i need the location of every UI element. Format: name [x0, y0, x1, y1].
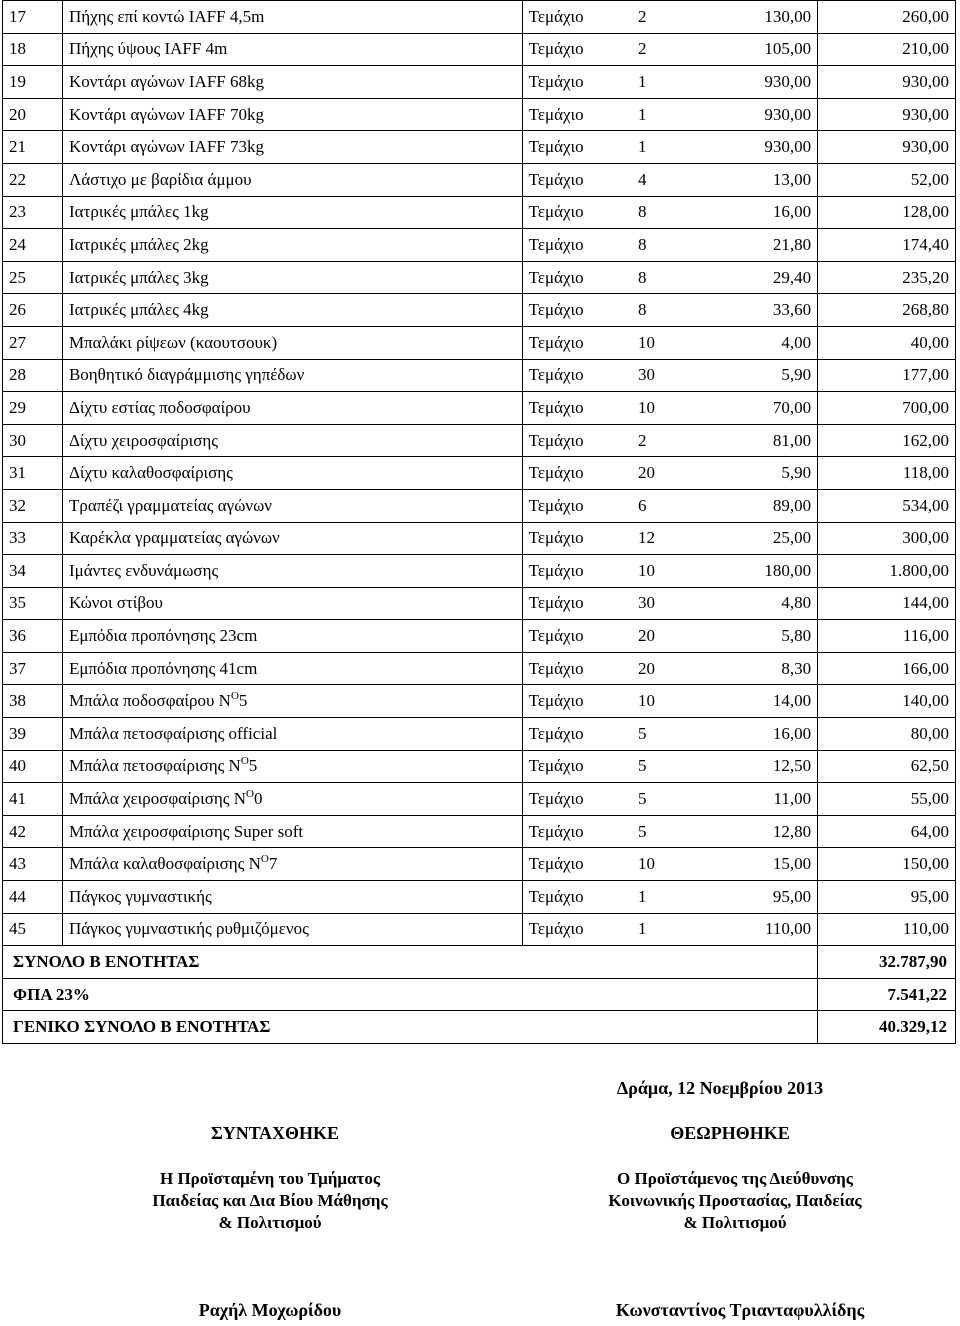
description-suffix: 7 [268, 854, 278, 874]
item-unit: Τεμάχιο [522, 261, 632, 294]
item-unit-price: 12,80 [695, 815, 818, 848]
item-description: Πήχης επί κοντώ IAFF 4,5m [62, 1, 522, 34]
item-quantity: 5 [632, 783, 695, 816]
item-number: 41 [3, 783, 63, 816]
item-description: Δίχτυ εστίας ποδοσφαίρου [62, 392, 522, 425]
item-quantity: 5 [632, 815, 695, 848]
item-description: Εμπόδια προπόνησης 23cm [62, 620, 522, 653]
item-quantity: 10 [632, 555, 695, 588]
item-total: 930,00 [818, 131, 956, 164]
total-label: ΓΕΝΙΚΟ ΣΥΝΟΛΟ Β ΕΝΟΤΗΤΑΣ [3, 1011, 818, 1044]
item-unit-price: 15,00 [695, 848, 818, 881]
left-title-line-1: Η Προϊσταμένη του Τμήματος [159, 1169, 381, 1188]
item-quantity: 1 [632, 881, 695, 914]
item-description: Κοντάρι αγώνων IAFF 68kg [62, 66, 522, 99]
item-description: Μπαλάκι ρίψεων (καουτσουκ) [62, 326, 522, 359]
item-number: 31 [3, 457, 63, 490]
item-description: Δίχτυ χειροσφαίρισης [62, 424, 522, 457]
item-total: 174,40 [818, 229, 956, 262]
item-unit-price: 14,00 [695, 685, 818, 718]
item-unit: Τεμάχιο [522, 98, 632, 131]
item-number: 20 [3, 98, 63, 131]
item-unit-price: 70,00 [695, 392, 818, 425]
table-row [3, 326, 956, 359]
item-description: Ιμάντες ενδυνάμωσης [62, 555, 522, 588]
total-value: 40.329,12 [818, 1011, 956, 1044]
item-total: 534,00 [818, 489, 956, 522]
item-quantity: 20 [632, 457, 695, 490]
item-quantity: 8 [632, 294, 695, 327]
table-row [3, 652, 956, 685]
item-quantity: 30 [632, 587, 695, 620]
table-row [3, 294, 956, 327]
table-row [3, 913, 956, 946]
item-total: 55,00 [818, 783, 956, 816]
item-unit-price: 4,80 [695, 587, 818, 620]
item-unit-price: 95,00 [695, 881, 818, 914]
item-unit: Τεμάχιο [522, 66, 632, 99]
item-unit-price: 13,00 [695, 163, 818, 196]
item-total: 118,00 [818, 457, 956, 490]
table-row [3, 261, 956, 294]
table-row [3, 815, 956, 848]
item-description: Πήχης ύψους IAFF 4m [62, 33, 522, 66]
item-total: 110,00 [818, 913, 956, 946]
item-quantity: 6 [632, 489, 695, 522]
item-unit: Τεμάχιο [522, 620, 632, 653]
description-text: Μπάλα καλαθοσφαίρισης N [68, 854, 261, 874]
item-total: 166,00 [818, 652, 956, 685]
item-unit: Τεμάχιο [522, 685, 632, 718]
item-description [62, 848, 522, 881]
item-unit-price: 11,00 [695, 783, 818, 816]
item-description: Ιατρικές μπάλες 3kg [62, 261, 522, 294]
item-unit: Τεμάχιο [522, 587, 632, 620]
item-total: 150,00 [818, 848, 956, 881]
total-value: 7.541,22 [818, 978, 956, 1011]
item-unit-price: 130,00 [695, 1, 818, 34]
table-row [3, 131, 956, 164]
table-row [3, 424, 956, 457]
item-number: 43 [3, 848, 63, 881]
table-row [3, 66, 956, 99]
item-total: 52,00 [818, 163, 956, 196]
item-number: 39 [3, 718, 63, 751]
item-number: 29 [3, 392, 63, 425]
item-unit: Τεμάχιο [522, 848, 632, 881]
item-unit: Τεμάχιο [522, 229, 632, 262]
item-quantity: 1 [632, 66, 695, 99]
item-unit-price: 33,60 [695, 294, 818, 327]
left-signatory-title [115, 1168, 425, 1234]
item-quantity: 10 [632, 326, 695, 359]
item-unit-price: 930,00 [695, 98, 818, 131]
table-row [3, 881, 956, 914]
item-description: Πάγκος γυμναστικής [62, 881, 522, 914]
item-total: 210,00 [818, 33, 956, 66]
right-title-line-1: Ο Προϊστάμενος της Διεύθυνσης [617, 1169, 853, 1188]
item-unit-price: 21,80 [695, 229, 818, 262]
item-total: 95,00 [818, 881, 956, 914]
item-unit: Τεμάχιο [522, 522, 632, 555]
item-description: Δίχτυ καλαθοσφαίρισης [62, 457, 522, 490]
item-unit-price: 16,00 [695, 718, 818, 751]
item-description: Μπάλα χειροσφαίρισης Super soft [62, 815, 522, 848]
item-unit-price: 105,00 [695, 33, 818, 66]
item-number: 34 [3, 555, 63, 588]
item-description: Εμπόδια προπόνησης 41cm [62, 652, 522, 685]
table-row [3, 1, 956, 34]
item-unit: Τεμάχιο [522, 33, 632, 66]
item-description: Λάστιχο με βαρίδια άμμου [62, 163, 522, 196]
description-suffix: 5 [238, 691, 248, 711]
description-text: Μπάλα ποδοσφαίρου N [68, 691, 231, 711]
item-total: 144,00 [818, 587, 956, 620]
left-title-line-3: & Πολιτισμού [218, 1213, 322, 1232]
table-row [3, 620, 956, 653]
table-row [3, 783, 956, 816]
table-row [3, 750, 956, 783]
item-unit: Τεμάχιο [522, 163, 632, 196]
description-suffix: 5 [248, 756, 258, 776]
total-row [3, 978, 956, 1011]
item-number: 44 [3, 881, 63, 914]
item-unit-price: 16,00 [695, 196, 818, 229]
item-number: 27 [3, 326, 63, 359]
item-number: 25 [3, 261, 63, 294]
item-number: 37 [3, 652, 63, 685]
item-unit: Τεμάχιο [522, 489, 632, 522]
item-unit: Τεμάχιο [522, 359, 632, 392]
item-description [62, 783, 522, 816]
item-number: 30 [3, 424, 63, 457]
item-unit-price: 5,80 [695, 620, 818, 653]
item-unit: Τεμάχιο [522, 457, 632, 490]
item-unit-price: 29,40 [695, 261, 818, 294]
table-row [3, 98, 956, 131]
item-number: 35 [3, 587, 63, 620]
table-row [3, 848, 956, 881]
item-quantity: 2 [632, 424, 695, 457]
item-unit: Τεμάχιο [522, 881, 632, 914]
total-label: ΣΥΝΟΛΟ Β ΕΝΟΤΗΤΑΣ [3, 946, 818, 979]
item-total: 64,00 [818, 815, 956, 848]
number-sign-superscript: O [260, 853, 269, 866]
item-description: Ιατρικές μπάλες 4kg [62, 294, 522, 327]
item-number: 36 [3, 620, 63, 653]
item-unit-price: 89,00 [695, 489, 818, 522]
item-description: Ιατρικές μπάλες 2kg [62, 229, 522, 262]
item-total: 300,00 [818, 522, 956, 555]
item-unit-price: 180,00 [695, 555, 818, 588]
item-number: 18 [3, 33, 63, 66]
total-value: 32.787,90 [818, 946, 956, 979]
left-signatory-name: Ραχήλ Μοχωρίδου [198, 1300, 342, 1320]
item-total: 700,00 [818, 392, 956, 425]
item-unit: Τεμάχιο [522, 326, 632, 359]
number-sign-superscript: O [240, 755, 249, 768]
item-description: Κοντάρι αγώνων IAFF 70kg [62, 98, 522, 131]
item-number: 17 [3, 1, 63, 34]
left-title-line-2: Παιδείας και Δια Βίου Μάθησης [152, 1191, 388, 1210]
description-text: Μπάλα πετοσφαίρισης N [68, 756, 241, 776]
item-unit: Τεμάχιο [522, 815, 632, 848]
right-title-line-3: & Πολιτισμού [683, 1213, 787, 1232]
item-quantity: 10 [632, 392, 695, 425]
item-total: 128,00 [818, 196, 956, 229]
item-description: Βοηθητικό διαγράμμισης γηπέδων [62, 359, 522, 392]
item-description: Μπάλα πετοσφαίρισης official [62, 718, 522, 751]
item-description [62, 750, 522, 783]
item-unit-price: 930,00 [695, 131, 818, 164]
item-number: 38 [3, 685, 63, 718]
number-sign-superscript: O [230, 690, 239, 703]
item-unit: Τεμάχιο [522, 424, 632, 457]
item-total: 930,00 [818, 66, 956, 99]
totals-body [3, 946, 956, 1044]
item-unit-price: 4,00 [695, 326, 818, 359]
items-body [3, 1, 956, 946]
item-quantity: 8 [632, 196, 695, 229]
item-unit: Τεμάχιο [522, 294, 632, 327]
right-signatory-title [555, 1168, 915, 1234]
item-unit-price: 8,30 [695, 652, 818, 685]
total-label: ΦΠΑ 23% [3, 978, 818, 1011]
item-unit: Τεμάχιο [522, 131, 632, 164]
compiled-heading: ΣΥΝΤΑΧΘΗΚΕ [210, 1123, 340, 1143]
item-quantity: 4 [632, 163, 695, 196]
item-unit: Τεμάχιο [522, 750, 632, 783]
item-unit: Τεμάχιο [522, 913, 632, 946]
table-row [3, 359, 956, 392]
items-table [2, 0, 956, 1044]
item-number: 40 [3, 750, 63, 783]
item-quantity: 10 [632, 848, 695, 881]
total-row [3, 946, 956, 979]
table-row [3, 196, 956, 229]
table-row [3, 522, 956, 555]
item-number: 28 [3, 359, 63, 392]
item-unit-price: 5,90 [695, 359, 818, 392]
item-number: 24 [3, 229, 63, 262]
item-quantity: 1 [632, 98, 695, 131]
item-description: Τραπέζι γραμματείας αγώνων [62, 489, 522, 522]
table-row [3, 163, 956, 196]
description-text: Μπάλα χειροσφαίρισης N [68, 789, 247, 809]
item-description [62, 685, 522, 718]
item-quantity: 10 [632, 685, 695, 718]
item-total: 235,20 [818, 261, 956, 294]
item-number: 21 [3, 131, 63, 164]
item-unit-price: 12,50 [695, 750, 818, 783]
item-total: 40,00 [818, 326, 956, 359]
description-suffix: 0 [253, 789, 263, 809]
item-unit: Τεμάχιο [522, 718, 632, 751]
item-number: 22 [3, 163, 63, 196]
item-total: 80,00 [818, 718, 956, 751]
item-number: 45 [3, 913, 63, 946]
item-total: 930,00 [818, 98, 956, 131]
item-total: 268,80 [818, 294, 956, 327]
item-quantity: 1 [632, 913, 695, 946]
item-number: 32 [3, 489, 63, 522]
item-description: Πάγκος γυμναστικής ρυθμιζόμενος [62, 913, 522, 946]
item-total: 1.800,00 [818, 555, 956, 588]
item-number: 26 [3, 294, 63, 327]
item-unit: Τεμάχιο [522, 555, 632, 588]
table-row [3, 587, 956, 620]
table-row [3, 718, 956, 751]
item-number: 23 [3, 196, 63, 229]
table-row [3, 457, 956, 490]
item-description: Κοντάρι αγώνων IAFF 73kg [62, 131, 522, 164]
item-description: Καρέκλα γραμματείας αγώνων [62, 522, 522, 555]
item-unit: Τεμάχιο [522, 196, 632, 229]
item-unit: Τεμάχιο [522, 783, 632, 816]
item-unit-price: 25,00 [695, 522, 818, 555]
item-description: Ιατρικές μπάλες 1kg [62, 196, 522, 229]
item-quantity: 2 [632, 1, 695, 34]
table-row [3, 555, 956, 588]
item-quantity: 5 [632, 718, 695, 751]
number-sign-superscript: O [246, 788, 254, 801]
item-unit-price: 81,00 [695, 424, 818, 457]
item-quantity: 20 [632, 652, 695, 685]
item-quantity: 2 [632, 33, 695, 66]
item-unit-price: 110,00 [695, 913, 818, 946]
item-unit: Τεμάχιο [522, 1, 632, 34]
item-number: 19 [3, 66, 63, 99]
item-quantity: 8 [632, 261, 695, 294]
item-quantity: 8 [632, 229, 695, 262]
item-unit-price: 5,90 [695, 457, 818, 490]
item-total: 116,00 [818, 620, 956, 653]
table-row [3, 489, 956, 522]
item-quantity: 12 [632, 522, 695, 555]
table-row [3, 392, 956, 425]
item-total: 140,00 [818, 685, 956, 718]
item-number: 33 [3, 522, 63, 555]
item-unit: Τεμάχιο [522, 392, 632, 425]
right-signatory-name: Κωνσταντίνος Τριανταφυλλίδης [615, 1300, 865, 1320]
item-description: Κώνοι στίβου [62, 587, 522, 620]
table-row [3, 685, 956, 718]
item-unit: Τεμάχιο [522, 652, 632, 685]
table-row [3, 229, 956, 262]
approved-heading: ΘΕΩΡΗΘΗΚΕ [670, 1123, 790, 1143]
item-number: 42 [3, 815, 63, 848]
item-total: 162,00 [818, 424, 956, 457]
date-line: Δράμα, 12 Νοεμβρίου 2013 [616, 1078, 824, 1098]
item-total: 177,00 [818, 359, 956, 392]
item-quantity: 20 [632, 620, 695, 653]
total-row [3, 1011, 956, 1044]
table-row [3, 33, 956, 66]
item-total: 260,00 [818, 1, 956, 34]
item-total: 62,50 [818, 750, 956, 783]
right-title-line-2: Κοινωνικής Προστασίας, Παιδείας [608, 1191, 862, 1210]
item-quantity: 1 [632, 131, 695, 164]
item-quantity: 5 [632, 750, 695, 783]
item-unit-price: 930,00 [695, 66, 818, 99]
item-quantity: 30 [632, 359, 695, 392]
